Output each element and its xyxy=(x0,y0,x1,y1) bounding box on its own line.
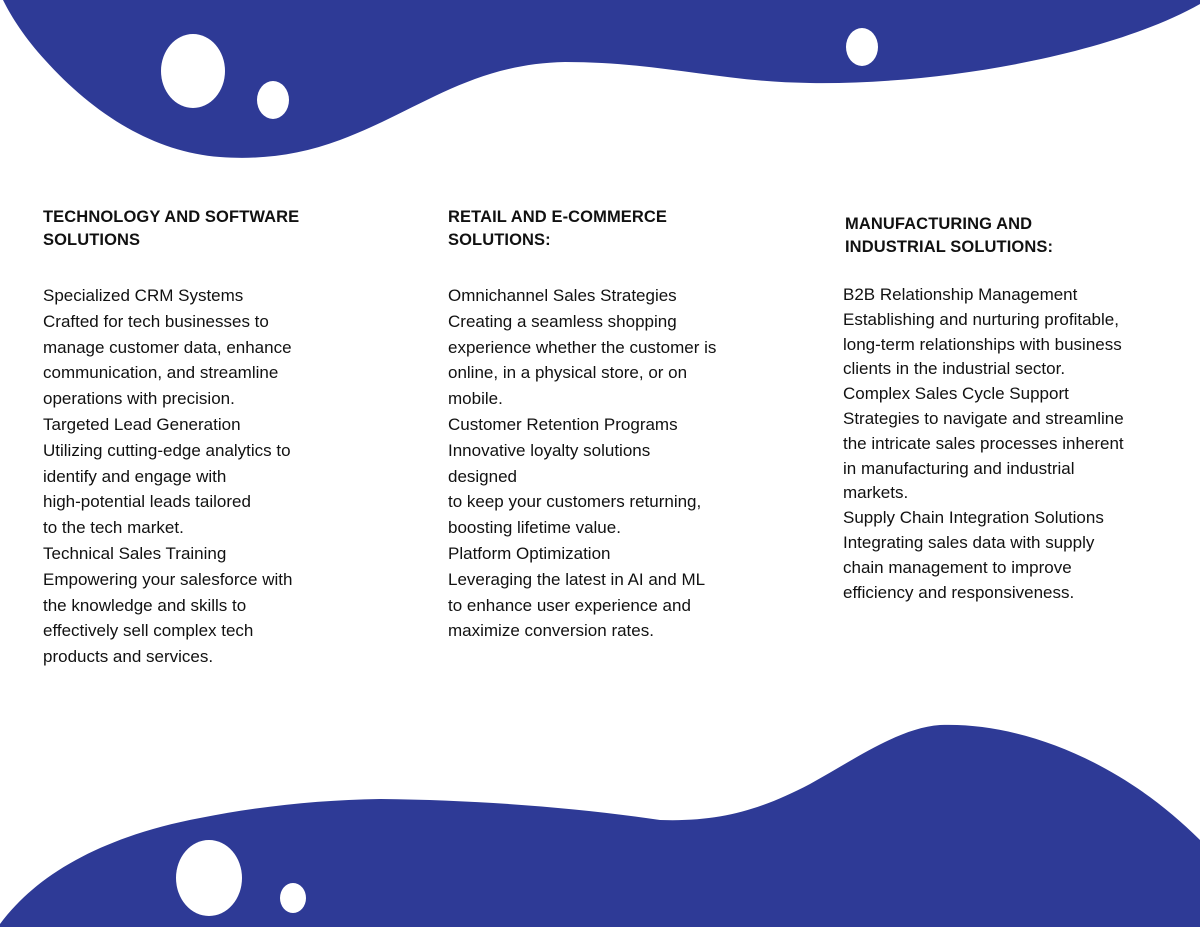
service-description: to keep your customers returning, xyxy=(448,492,702,512)
bottom-wave-decoration xyxy=(0,700,1200,927)
service-title: Complex Sales Cycle Support xyxy=(843,384,1069,404)
service-description: Empowering your salesforce with xyxy=(43,569,293,589)
service-description: products and services. xyxy=(43,647,214,667)
service-title: Omnichannel Sales Strategies xyxy=(448,286,677,305)
service-description: clients in the industrial sector. xyxy=(843,359,1066,379)
service-description: Creating a seamless shopping xyxy=(448,311,677,331)
service-description: boosting lifetime value. xyxy=(448,518,621,538)
bubble-large-icon xyxy=(161,34,225,108)
service-description: operations with precision. xyxy=(43,389,235,409)
bottom-wave-shape xyxy=(0,725,1200,927)
service-title: B2B Relationship Management xyxy=(843,285,1078,304)
service-title: Platform Optimization xyxy=(448,543,611,563)
service-description: Crafted for tech businesses to xyxy=(43,311,269,331)
service-description: efficiency and responsiveness. xyxy=(843,582,1075,602)
section-body xyxy=(448,283,778,644)
bubble-large-icon xyxy=(176,840,242,916)
service-description: Establishing and nurturing profitable, xyxy=(843,309,1119,329)
bubble-small-icon xyxy=(257,81,289,119)
service-description: Leveraging the latest in AI and ML xyxy=(448,569,706,589)
service-description: chain management to improve xyxy=(843,557,1072,577)
service-title: Targeted Lead Generation xyxy=(43,414,241,434)
section-heading xyxy=(845,213,1185,259)
bubble-small-icon xyxy=(280,883,306,913)
service-description: identify and engage with xyxy=(43,466,227,486)
service-description: Integrating sales data with supply xyxy=(843,532,1095,552)
heading-line: INDUSTRIAL SOLUTIONS: xyxy=(845,238,1054,256)
service-description: the knowledge and skills to xyxy=(43,595,247,615)
service-description: the intricate sales processes inherent xyxy=(843,433,1124,453)
service-description: to the tech market. xyxy=(43,518,184,538)
service-title: Specialized CRM Systems xyxy=(43,286,244,305)
service-description: Innovative loyalty solutions xyxy=(448,440,651,460)
service-title: Customer Retention Programs xyxy=(448,414,678,434)
top-wave-decoration xyxy=(0,0,1200,170)
service-description: experience whether the customer is xyxy=(448,337,717,357)
service-description: maximize conversion rates. xyxy=(448,621,654,641)
service-title: Technical Sales Training xyxy=(43,543,227,563)
section-body xyxy=(43,283,363,670)
service-description: designed xyxy=(448,466,518,486)
service-title: Supply Chain Integration Solutions xyxy=(843,508,1104,528)
service-description: to enhance user experience and xyxy=(448,595,691,615)
service-description: Utilizing cutting-edge analytics to xyxy=(43,440,291,460)
section-heading xyxy=(43,206,363,252)
service-description: manage customer data, enhance xyxy=(43,337,292,357)
service-description: mobile. xyxy=(448,389,503,409)
service-description: markets. xyxy=(843,483,909,503)
service-description: high-potential leads tailored xyxy=(43,492,251,512)
service-description: effectively sell complex tech xyxy=(43,621,254,641)
heading-line: SOLUTIONS xyxy=(43,231,141,249)
heading-line: RETAIL AND E-COMMERCE xyxy=(448,208,668,226)
service-description: communication, and streamline xyxy=(43,363,279,383)
service-description: long-term relationships with business xyxy=(843,334,1122,354)
service-description: Strategies to navigate and streamline xyxy=(843,408,1124,428)
section-heading xyxy=(448,206,778,252)
bubble-right-icon xyxy=(846,28,878,66)
service-description: in manufacturing and industrial xyxy=(843,458,1075,478)
heading-line: SOLUTIONS: xyxy=(448,231,551,249)
section-body xyxy=(843,283,1183,605)
heading-line: MANUFACTURING AND xyxy=(845,215,1033,233)
service-description: online, in a physical store, or on xyxy=(448,363,688,383)
heading-line: TECHNOLOGY AND SOFTWARE xyxy=(43,208,300,226)
